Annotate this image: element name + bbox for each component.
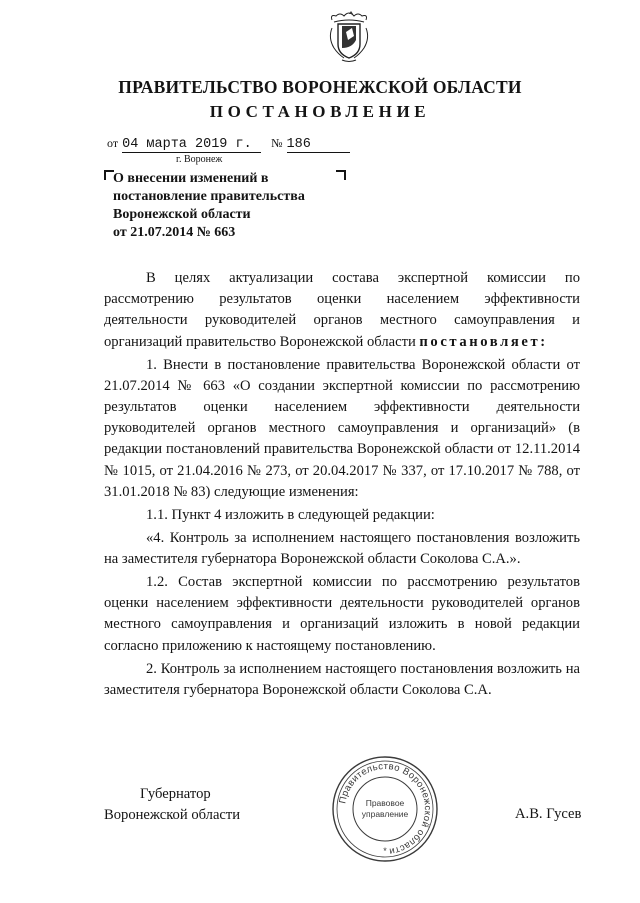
number-sign: № bbox=[271, 136, 283, 150]
document-date: 04 марта 2019 г. bbox=[122, 137, 261, 153]
subject-line: Воронежской области bbox=[113, 207, 251, 222]
paragraph-1: 1. Внести в постановление правительства Воронежской области от 21.07.2014 № 663 «О создании экспертной комиссии по рассмотрению результатов оценки населением эффективности деятельности руководителей органов местного самоуправления и организаций» (в редакции постановлений правительства Воронежской области от 12.11.2014 № 1015, от 21.04.2016 № 273, от 20.04.2017 № 337, от 17.10.2017 № 788, от 31.01.2018 № 83) следующие изменения: bbox=[104, 356, 580, 500]
position-line: Губернатор bbox=[140, 786, 211, 802]
paragraph-1-2: 1.2. Состав экспертной комиссии по рассмотрению результатов оценки населением эффективности деятельности руководителей органов местного самоуправления и организаций изложить в новой редакции согласно приложению к настоящему постановлению. bbox=[104, 574, 580, 654]
stamp-outer-text: Правительство Воронежской области bbox=[337, 760, 434, 857]
official-stamp bbox=[330, 754, 440, 864]
signatory-position bbox=[104, 784, 240, 826]
subject-line: О внесении изменений в bbox=[113, 171, 269, 186]
coat-of-arms-icon bbox=[326, 10, 372, 64]
document-number: 186 bbox=[287, 137, 350, 153]
stamp-star: * bbox=[383, 846, 387, 856]
resolves-word: постановляет: bbox=[419, 333, 548, 350]
document-type: ПОСТАНОВЛЕНИЕ bbox=[209, 102, 431, 121]
paragraph-2: 2. Контроль за исполнением настоящего постановления возложить на заместителя губернатора Воронежской области Соколова С.А. bbox=[104, 660, 580, 698]
signatory-name: А.В. Гусев bbox=[515, 806, 582, 822]
subject-line: от 21.07.2014 № 663 bbox=[113, 225, 236, 240]
stamp-inner-line: управление bbox=[361, 809, 409, 819]
position-line: Воронежской области bbox=[104, 807, 241, 823]
document-subject bbox=[113, 170, 353, 242]
subject-line: постановление правительства bbox=[113, 189, 305, 204]
government-title: ПРАВИТЕЛЬСТВО ВОРОНЕЖСКОЙ ОБЛАСТИ bbox=[118, 77, 522, 97]
city-label: г. Воронеж bbox=[176, 154, 223, 165]
preamble-text: В целях актуализации состава экспертной комиссии по рассмотрению результатов оценки населением эффективности деятельности руководителей органов местного самоуправления и организаций правительство Воронежской области bbox=[104, 270, 580, 350]
document-body bbox=[104, 268, 580, 703]
dateline bbox=[107, 134, 350, 153]
preamble-paragraph bbox=[104, 268, 580, 353]
paragraph-1-1-quote: «4. Контроль за исполнением настоящего постановления возложить на заместителя губернатора Воронежской области Соколова С.А.». bbox=[104, 529, 580, 568]
date-prefix: от bbox=[107, 136, 119, 150]
stamp-inner-line: Правовое bbox=[365, 798, 405, 808]
paragraph-1-1: 1.1. Пункт 4 изложить в следующей редакции: bbox=[146, 506, 435, 523]
